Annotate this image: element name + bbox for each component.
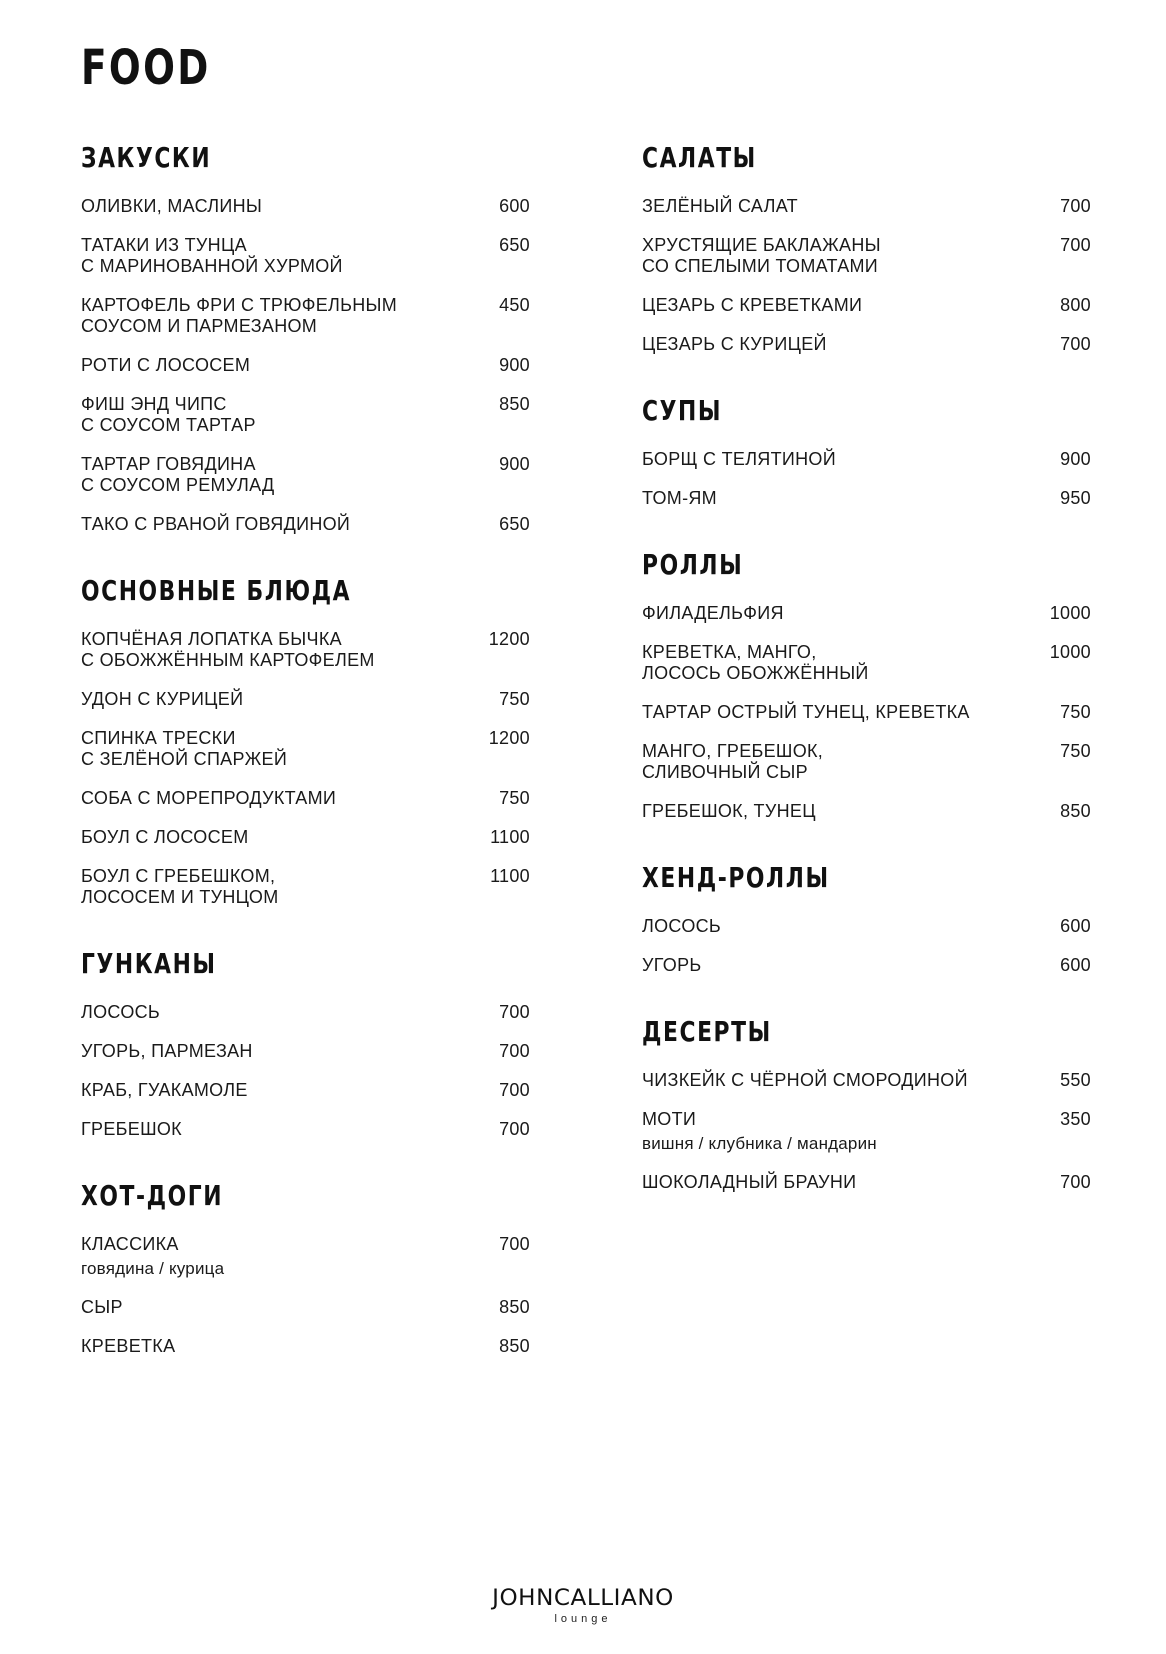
menu-item-info bbox=[642, 235, 881, 277]
menu-item bbox=[81, 514, 530, 535]
menu-item-info bbox=[81, 728, 287, 770]
menu-item-price: 600 bbox=[1060, 955, 1091, 975]
menu-item bbox=[642, 801, 1091, 822]
menu-item-info bbox=[81, 394, 256, 436]
section-title: ГУНКАНЫ bbox=[81, 947, 217, 980]
menu-item bbox=[642, 334, 1091, 355]
brand-name: JOHNCALLIANO bbox=[492, 1586, 674, 1611]
menu-item-name: ШОКОЛАДНЫЙ БРАУНИ bbox=[642, 1172, 857, 1192]
section-title: ХОТ-ДОГИ bbox=[81, 1179, 224, 1212]
menu-item-name: БОУЛ С ЛОСОСЕМ bbox=[81, 827, 249, 847]
menu-item bbox=[81, 788, 530, 809]
menu-item bbox=[81, 629, 530, 671]
menu-item-info bbox=[642, 801, 816, 822]
section-title: СУПЫ bbox=[642, 394, 723, 427]
menu-item-name: ЧИЗКЕЙК С ЧЁРНОЙ СМОРОДИНОЙ bbox=[642, 1070, 968, 1090]
menu-item-info bbox=[642, 1109, 877, 1154]
menu-item-info bbox=[81, 1336, 175, 1357]
menu-item-name: ЗЕЛЁНЫЙ САЛАТ bbox=[642, 196, 798, 216]
menu-item-info bbox=[642, 1172, 856, 1193]
page-title: FOOD bbox=[81, 40, 211, 96]
menu-item-price: 1200 bbox=[488, 629, 530, 649]
menu-item bbox=[642, 449, 1091, 470]
menu-item-info bbox=[642, 334, 827, 355]
menu-item-name: ЦЕЗАРЬ С КУРИЦЕЙ bbox=[642, 334, 827, 354]
menu-item bbox=[642, 295, 1091, 316]
menu-item-info bbox=[642, 702, 970, 723]
menu-item-name: КОПЧЁНАЯ ЛОПАТКА БЫЧКА С ОБОЖЖЁННЫМ КАРТОФЕЛЕМ bbox=[81, 629, 375, 670]
menu-item-info bbox=[81, 235, 343, 277]
menu-item bbox=[81, 1119, 530, 1140]
menu-item-name: БОРЩ С ТЕЛЯТИНОЙ bbox=[642, 449, 836, 469]
menu-item-info bbox=[81, 866, 279, 908]
menu-item-info bbox=[81, 689, 243, 710]
menu-section bbox=[81, 948, 530, 1140]
menu-section bbox=[642, 1016, 1091, 1193]
menu-item-name: ТАРТАР ГОВЯДИНА С СОУСОМ РЕМУЛАД bbox=[81, 454, 275, 495]
menu-item bbox=[81, 394, 530, 436]
menu-item bbox=[81, 728, 530, 770]
menu-item-name: ФИЛАДЕЛЬФИЯ bbox=[642, 603, 784, 623]
menu-item bbox=[642, 702, 1091, 723]
menu-item-info bbox=[642, 916, 721, 937]
menu-item bbox=[81, 1080, 530, 1101]
menu-item-name: ХРУСТЯЩИЕ БАКЛАЖАНЫ СО СПЕЛЫМИ ТОМАТАМИ bbox=[642, 235, 881, 276]
menu-section bbox=[81, 1180, 530, 1357]
brand-logo bbox=[0, 1586, 1166, 1625]
menu-item bbox=[81, 1041, 530, 1062]
menu-item-name: ТАТАКИ ИЗ ТУНЦА С МАРИНОВАННОЙ ХУРМОЙ bbox=[81, 235, 343, 276]
section-title: ХЕНД-РОЛЛЫ bbox=[642, 861, 830, 894]
menu-item-info bbox=[642, 295, 862, 316]
menu-item-price: 1000 bbox=[1049, 603, 1091, 623]
menu-item-info bbox=[81, 827, 248, 848]
menu-item-note: вишня / клубника / мандарин bbox=[642, 1134, 877, 1153]
menu-column-right bbox=[642, 142, 1091, 1233]
menu-item-info bbox=[642, 603, 784, 624]
menu-item-price: 1000 bbox=[1049, 642, 1091, 662]
menu-item-name: КРЕВЕТКА, МАНГО, ЛОСОСЬ ОБОЖЖЁННЫЙ bbox=[642, 642, 869, 683]
menu-item-name: ЛОСОСЬ bbox=[642, 916, 722, 936]
menu-item bbox=[642, 1109, 1091, 1154]
section-title: ОСНОВНЫЕ БЛЮДА bbox=[81, 574, 352, 607]
menu-item bbox=[642, 741, 1091, 783]
menu-item-price: 800 bbox=[1060, 295, 1091, 315]
menu-item-info bbox=[81, 1002, 160, 1023]
menu-item-price: 900 bbox=[499, 355, 530, 375]
menu-item bbox=[642, 603, 1091, 624]
menu-item-info bbox=[642, 1070, 968, 1091]
menu-item-name: БОУЛ С ГРЕБЕШКОМ, ЛОСОСЕМ И ТУНЦОМ bbox=[81, 866, 279, 907]
section-title: САЛАТЫ bbox=[642, 141, 757, 174]
menu-section bbox=[642, 395, 1091, 509]
menu-item-name: ЦЕЗАРЬ С КРЕВЕТКАМИ bbox=[642, 295, 863, 315]
menu-item-info bbox=[81, 196, 262, 217]
menu-item-price: 700 bbox=[1060, 1172, 1091, 1192]
menu-item-info bbox=[642, 488, 717, 509]
menu-item bbox=[642, 1070, 1091, 1091]
menu-item-price: 1100 bbox=[490, 827, 530, 847]
menu-item-info bbox=[642, 449, 836, 470]
menu-section bbox=[81, 142, 530, 535]
menu-item-price: 750 bbox=[499, 788, 530, 808]
menu-item-name: ОЛИВКИ, МАСЛИНЫ bbox=[81, 196, 263, 216]
section-title: РОЛЛЫ bbox=[642, 548, 744, 581]
menu-item-info bbox=[81, 1119, 182, 1140]
menu-item bbox=[642, 1172, 1091, 1193]
menu-item-name: СОБА С МОРЕПРОДУКТАМИ bbox=[81, 788, 337, 808]
menu-item-name: ТОМ-ЯМ bbox=[642, 488, 717, 508]
menu-item bbox=[642, 488, 1091, 509]
menu-item-name: ТАКО С РВАНОЙ ГОВЯДИНОЙ bbox=[81, 514, 351, 534]
menu-item-name: КРЕВЕТКА bbox=[81, 1336, 176, 1356]
menu-item bbox=[81, 1234, 530, 1279]
menu-item-price: 700 bbox=[499, 1002, 530, 1022]
menu-item-price: 350 bbox=[1060, 1109, 1091, 1129]
menu-item-name: УГОРЬ, ПАРМЕЗАН bbox=[81, 1041, 253, 1061]
menu-item-info bbox=[81, 788, 336, 809]
menu-item-info bbox=[81, 454, 275, 496]
menu-item bbox=[81, 1297, 530, 1318]
menu-item-price: 700 bbox=[499, 1234, 530, 1254]
menu-item bbox=[642, 235, 1091, 277]
menu-section bbox=[81, 575, 530, 908]
menu-item-name: УДОН С КУРИЦЕЙ bbox=[81, 689, 244, 709]
menu-item-price: 700 bbox=[499, 1080, 530, 1100]
menu-item bbox=[642, 916, 1091, 937]
menu-item-name: РОТИ С ЛОСОСЕМ bbox=[81, 355, 251, 375]
menu-item-info bbox=[81, 1234, 224, 1279]
menu-item-price: 600 bbox=[499, 196, 530, 216]
section-title: ЗАКУСКИ bbox=[81, 141, 212, 174]
menu-item bbox=[642, 955, 1091, 976]
menu-item-price: 1100 bbox=[490, 866, 530, 886]
menu-item-info bbox=[81, 1080, 248, 1101]
menu-item-info bbox=[81, 1041, 253, 1062]
menu-item-price: 1200 bbox=[488, 728, 530, 748]
menu-item-name: ФИШ ЭНД ЧИПС С СОУСОМ ТАРТАР bbox=[81, 394, 256, 435]
menu-item bbox=[81, 295, 530, 337]
menu-item-price: 750 bbox=[1060, 702, 1091, 722]
menu-item-name: ГРЕБЕШОК bbox=[81, 1119, 182, 1139]
menu-section bbox=[642, 549, 1091, 822]
menu-item-info bbox=[81, 514, 350, 535]
menu-item-price: 850 bbox=[1060, 801, 1091, 821]
menu-item-price: 700 bbox=[499, 1041, 530, 1061]
menu-item-price: 700 bbox=[1060, 196, 1091, 216]
menu-item-price: 600 bbox=[1060, 916, 1091, 936]
menu-item-note: говядина / курица bbox=[81, 1259, 225, 1278]
menu-item bbox=[81, 1336, 530, 1357]
menu-item-price: 700 bbox=[499, 1119, 530, 1139]
menu-item-price: 750 bbox=[499, 689, 530, 709]
menu-item-info bbox=[81, 629, 375, 671]
menu-item-name: СПИНКА ТРЕСКИ С ЗЕЛЁНОЙ СПАРЖЕЙ bbox=[81, 728, 288, 769]
menu-item-name: УГОРЬ bbox=[642, 955, 702, 975]
menu-item-price: 950 bbox=[1060, 488, 1091, 508]
menu-item-price: 900 bbox=[1060, 449, 1091, 469]
brand-subtitle: lounge bbox=[554, 1613, 612, 1625]
menu-item-info bbox=[642, 196, 798, 217]
menu-item-info bbox=[81, 1297, 123, 1318]
menu-item-name: КАРТОФЕЛЬ ФРИ С ТРЮФЕЛЬНЫМ СОУСОМ И ПАРМЕЗАНОМ bbox=[81, 295, 398, 336]
menu-item bbox=[81, 235, 530, 277]
menu-item bbox=[81, 454, 530, 496]
menu-item-name: СЫР bbox=[81, 1297, 123, 1317]
menu-item-price: 850 bbox=[499, 1297, 530, 1317]
menu-item-price: 700 bbox=[1060, 334, 1091, 354]
menu-item bbox=[81, 866, 530, 908]
menu-item-name: МОТИ bbox=[642, 1109, 697, 1129]
menu-item-price: 450 bbox=[499, 295, 530, 315]
menu-item-name: ЛОСОСЬ bbox=[81, 1002, 161, 1022]
section-title: ДЕСЕРТЫ bbox=[642, 1015, 772, 1048]
menu-item-price: 550 bbox=[1060, 1070, 1091, 1090]
menu-item bbox=[642, 642, 1091, 684]
menu-item-info bbox=[642, 955, 702, 976]
menu-item bbox=[81, 827, 530, 848]
menu-section bbox=[642, 862, 1091, 976]
menu-item bbox=[81, 689, 530, 710]
menu-item-price: 700 bbox=[1060, 235, 1091, 255]
menu-item bbox=[642, 196, 1091, 217]
menu-item bbox=[81, 196, 530, 217]
menu-item-info bbox=[81, 355, 250, 376]
menu-item-info bbox=[81, 295, 397, 337]
menu-item-info bbox=[642, 741, 823, 783]
menu-item-price: 850 bbox=[499, 394, 530, 414]
menu-item-price: 650 bbox=[499, 235, 530, 255]
menu-item-name: ТАРТАР ОСТРЫЙ ТУНЕЦ, КРЕВЕТКА bbox=[642, 702, 970, 722]
menu-item-info bbox=[642, 642, 869, 684]
menu-item-name: ГРЕБЕШОК, ТУНЕЦ bbox=[642, 801, 816, 821]
menu-item-price: 850 bbox=[499, 1336, 530, 1356]
menu-item bbox=[81, 355, 530, 376]
menu-column-left bbox=[81, 142, 530, 1397]
menu-item-price: 750 bbox=[1060, 741, 1091, 761]
menu-item-name: КРАБ, ГУАКАМОЛЕ bbox=[81, 1080, 248, 1100]
menu-item-price: 900 bbox=[499, 454, 530, 474]
menu-item-name: КЛАССИКА bbox=[81, 1234, 179, 1254]
menu-item-name: МАНГО, ГРЕБЕШОК, СЛИВОЧНЫЙ СЫР bbox=[642, 741, 824, 782]
menu-section bbox=[642, 142, 1091, 355]
menu-item bbox=[81, 1002, 530, 1023]
menu-item-price: 650 bbox=[499, 514, 530, 534]
